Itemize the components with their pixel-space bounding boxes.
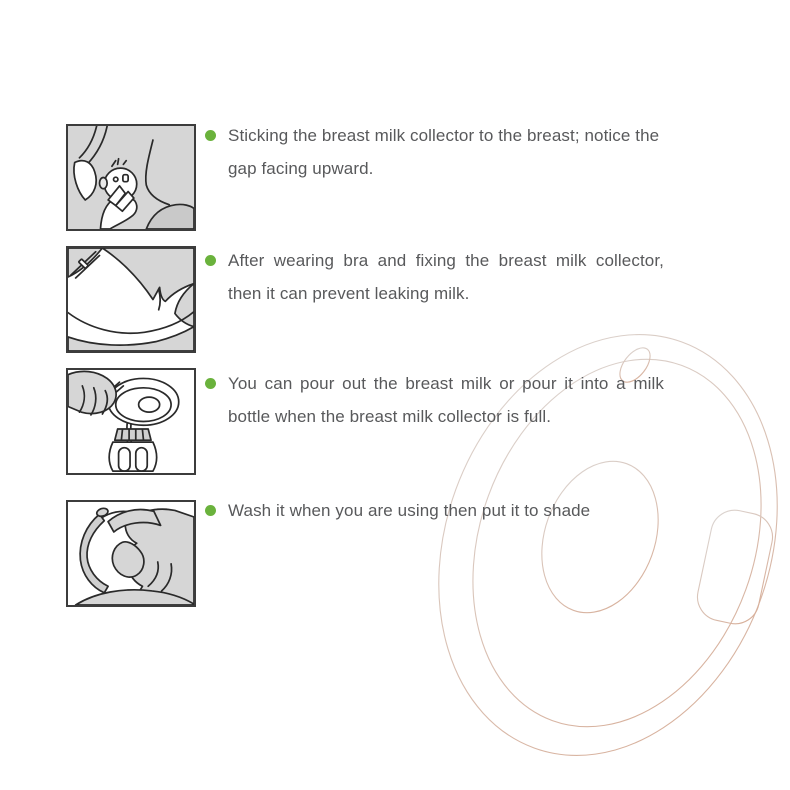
step4-text <box>228 494 698 527</box>
green-bullet-icon <box>205 255 216 266</box>
wearing-bra-drawing <box>68 248 194 351</box>
step3-text-label: You can pour out the breast milk or pour it into a milk bottle when the breast milk collector is full. <box>228 374 664 426</box>
green-bullet-icon <box>205 378 216 389</box>
step3-illustration-pouring-into-bottle <box>66 368 196 475</box>
collector-side-tab-outline <box>693 506 777 628</box>
green-bullet-icon <box>205 505 216 516</box>
step1-text-label: Sticking the breast milk collector to the breast; notice the gap facing upward. <box>228 126 660 178</box>
step2-illustration-wearing-bra <box>66 246 196 353</box>
step2-text-label: After wearing bra and fixing the breast milk collector, then it can prevent leaking milk. <box>228 251 664 303</box>
washing-collector-drawing <box>68 502 194 605</box>
step3-text <box>228 367 664 433</box>
pouring-into-bottle-drawing <box>68 370 194 473</box>
step4-illustration-washing-collector <box>66 500 196 607</box>
step4-text-label: Wash it when you are using then put it to shade <box>228 501 591 520</box>
step1-text <box>228 119 668 185</box>
green-bullet-icon <box>205 130 216 141</box>
step2-text <box>228 244 664 310</box>
sticking-collector-drawing <box>68 126 194 229</box>
step1-illustration-sticking-collector <box>66 124 196 231</box>
